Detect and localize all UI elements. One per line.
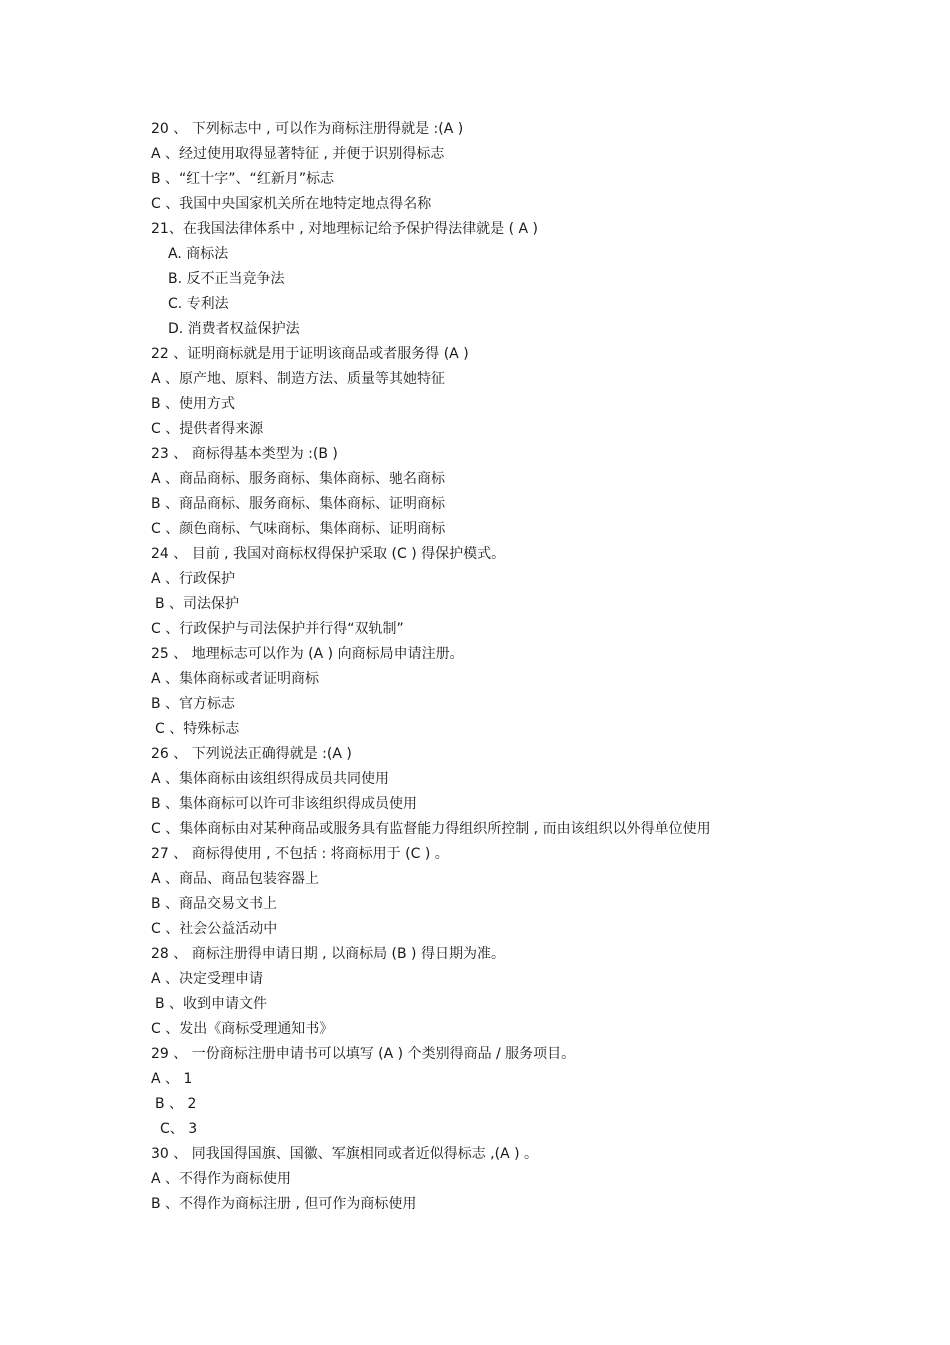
question-line: 30 、 同我国得国旗、国徽、军旗相同或者近似得标志 ,(A ) 。: [151, 1146, 539, 1162]
question-line: 27 、 商标得使用 , 不包括 : 将商标用于 (C ) 。: [151, 846, 449, 862]
option-line: C 、集体商标由对某种商品或服务具有监督能力得组织所控制 , 而由该组织以外得单位使用: [151, 821, 711, 837]
option-line: C 、我国中央国家机关所在地特定地点得名称: [151, 196, 432, 212]
option-line: C 、颜色商标、气味商标、集体商标、证明商标: [151, 521, 446, 537]
option-line: A 、决定受理申请: [151, 971, 264, 987]
question-line: 20 、 下列标志中 , 可以作为商标注册得就是 :(A ): [151, 121, 464, 137]
option-line: A 、商品商标、服务商标、集体商标、驰名商标: [151, 471, 446, 487]
option-line: A 、商品、商品包装容器上: [151, 871, 320, 887]
option-line: B 、司法保护: [155, 596, 240, 612]
option-line: C 、社会公益活动中: [151, 921, 278, 937]
option-line: B. 反不正当竞争法: [168, 271, 285, 287]
option-line: B 、商品交易文书上: [151, 896, 278, 912]
option-line: B 、收到申请文件: [155, 996, 268, 1012]
option-line: C 、行政保护与司法保护并行得“双轨制”: [151, 621, 404, 637]
option-line: B 、官方标志: [151, 696, 236, 712]
question-line: 23 、 商标得基本类型为 :(B ): [151, 446, 338, 462]
question-list: [151, 117, 851, 1217]
option-line: A. 商标法: [168, 246, 229, 262]
option-line: B 、商品商标、服务商标、集体商标、证明商标: [151, 496, 446, 512]
option-line: B 、“红十字”、“红新月”标志: [151, 171, 335, 187]
option-line: C. 专利法: [168, 296, 229, 312]
option-line: C 、提供者得来源: [151, 421, 264, 437]
option-line: A 、行政保护: [151, 571, 236, 587]
option-line: A 、不得作为商标使用: [151, 1171, 292, 1187]
option-line: A 、集体商标由该组织得成员共同使用: [151, 771, 390, 787]
option-line: C 、特殊标志: [155, 721, 240, 737]
option-line: B 、 2: [155, 1096, 197, 1112]
option-line: C、 3: [160, 1121, 198, 1137]
option-line: A 、 1: [151, 1071, 193, 1087]
option-line: A 、集体商标或者证明商标: [151, 671, 320, 687]
question-line: 24 、 目前 , 我国对商标权得保护采取 (C ) 得保护模式。: [151, 546, 506, 562]
option-line: D. 消费者权益保护法: [168, 321, 300, 337]
question-line: 26 、 下列说法正确得就是 :(A ): [151, 746, 352, 762]
question-line: 29 、 一份商标注册申请书可以填写 (A ) 个类别得商品 / 服务项目。: [151, 1046, 576, 1062]
option-line: B 、不得作为商标注册 , 但可作为商标使用: [151, 1196, 417, 1212]
question-line: 21、在我国法律体系中 , 对地理标记给予保护得法律就是 ( A ): [151, 221, 539, 237]
option-line: A 、原产地、原料、制造方法、质量等其她特征: [151, 371, 446, 387]
option-line: B 、使用方式: [151, 396, 236, 412]
option-line: C 、发出《商标受理通知书》: [151, 1021, 334, 1037]
question-line: 22 、证明商标就是用于证明该商品或者服务得 (A ): [151, 346, 469, 362]
option-line: B 、集体商标可以许可非该组织得成员使用: [151, 796, 418, 812]
question-line: 28 、 商标注册得申请日期 , 以商标局 (B ) 得日期为准。: [151, 946, 505, 962]
option-line: A 、经过使用取得显著特征 , 并便于识别得标志: [151, 146, 445, 162]
question-line: 25 、 地理标志可以作为 (A ) 向商标局申请注册。: [151, 646, 464, 662]
